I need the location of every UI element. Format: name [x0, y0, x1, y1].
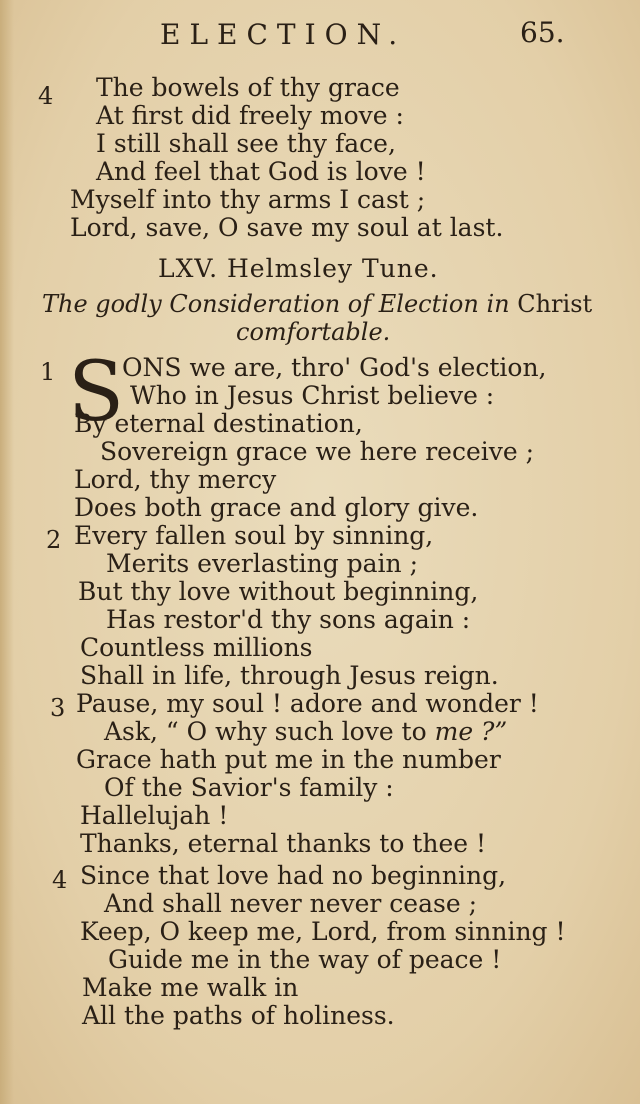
- verse-line: Keep, O keep me, Lord, from sinning !: [80, 917, 566, 946]
- verse-line: All the paths of holiness.: [82, 1001, 395, 1030]
- verse-line: Myself into thy arms I cast ;: [70, 185, 426, 214]
- verse-line: Sovereign grace we here receive ;: [100, 437, 535, 466]
- verse-line: Every fallen soul by sinning,: [74, 521, 434, 550]
- stanza-number: 4: [38, 82, 54, 110]
- verse-line: Since that love had no beginning,: [80, 861, 507, 890]
- verse-line: But thy love without beginning,: [78, 577, 479, 606]
- verse-number: 4: [52, 866, 68, 894]
- verse-line: By eternal destination,: [74, 409, 363, 438]
- verse-line: Of the Savior's family :: [104, 773, 394, 802]
- drop-cap: S: [68, 345, 125, 440]
- verse-number: 2: [46, 526, 62, 554]
- running-head: ELECTION.: [160, 18, 407, 51]
- verse-line: Lord, thy mercy: [74, 465, 277, 494]
- verse-line-italic: me ?”: [434, 717, 508, 746]
- hymn-title: LXV. Helmsley Tune.: [158, 254, 439, 283]
- hymn-subtitle-italic: The godly Consideration of Election in: [42, 290, 510, 318]
- verse-line: The bowels of thy grace: [96, 73, 400, 102]
- page-gutter-shadow: [0, 0, 14, 1104]
- verse-line: Countless millions: [80, 633, 313, 662]
- verse-line: Has restor'd thy sons again :: [106, 605, 471, 634]
- verse-line: Does both grace and glory give.: [74, 493, 479, 522]
- verse-line: Grace hath put me in the number: [76, 745, 501, 774]
- hymn-subtitle-line2: comfortable.: [236, 318, 391, 346]
- verse-line: And shall never never cease ;: [104, 889, 477, 918]
- page-number: 65.: [520, 16, 565, 49]
- verse-number: 3: [50, 694, 66, 722]
- verse-line: Guide me in the way of peace !: [108, 945, 502, 974]
- verse-line: I still shall see thy face,: [96, 129, 396, 158]
- hymn-subtitle: [42, 290, 592, 318]
- verse-line-part: Ask, “ O why such love to: [104, 717, 427, 746]
- verse-line: Who in Jesus Christ believe :: [130, 381, 495, 410]
- verse-line: Shall in life, through Jesus reign.: [80, 661, 499, 690]
- verse-line: Pause, my soul ! adore and wonder !: [76, 689, 539, 718]
- verse-line: At first did freely move :: [96, 101, 404, 130]
- verse-line: [104, 718, 507, 746]
- verse-line: Make me walk in: [82, 973, 299, 1002]
- verse-line: ONS we are, thro' God's election,: [122, 353, 547, 382]
- verse-line: Merits everlasting pain ;: [106, 549, 419, 578]
- verse-line: And feel that God is love !: [96, 157, 426, 186]
- verse-line: Hallelujah !: [80, 801, 229, 830]
- verse-number: 1: [40, 358, 56, 386]
- verse-line: Lord, save, O save my soul at last.: [70, 213, 504, 242]
- verse-line: Thanks, eternal thanks to thee !: [80, 829, 487, 858]
- hymn-subtitle-roman: Christ: [517, 290, 593, 318]
